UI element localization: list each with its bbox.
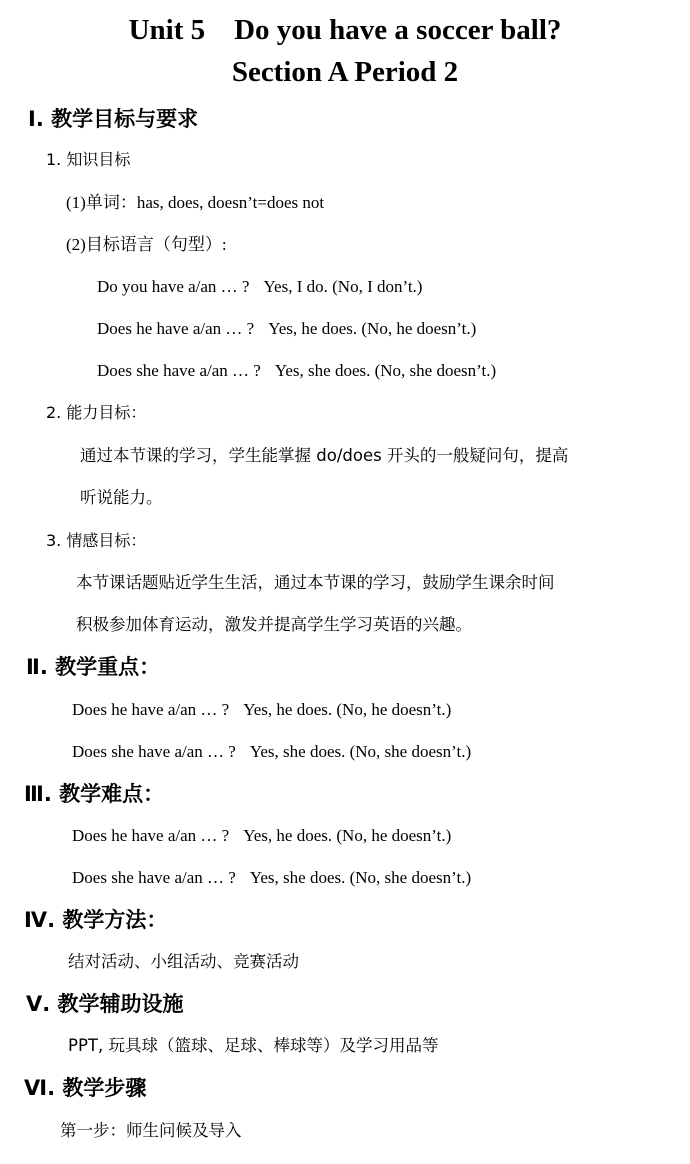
vocab-line: (1)单词：has, does, doesn’t=does not — [66, 193, 325, 212]
ability-goal-label: 2. 能力目标： — [46, 403, 147, 422]
section6-heading: Ⅵ. 教学步骤 — [24, 1076, 147, 1100]
section2-heading: Ⅱ. 教学重点： — [26, 655, 161, 679]
target-language-label: (2)目标语言（句型）: — [66, 235, 227, 254]
pattern-answer: Yes, she does. (No, she doesn’t.) — [274, 361, 497, 380]
pattern-line — [97, 274, 422, 300]
doc-title-line1: Unit 5 Do you have a soccer ball? — [128, 14, 562, 46]
teaching-aids-text: PPT, 玩具球（篮球、足球、棒球等）及学习用品等 — [68, 1036, 439, 1055]
difficulty-answer: Yes, she does. (No, she doesn’t.) — [249, 868, 472, 887]
section3-heading: Ⅲ. 教学难点： — [24, 782, 165, 806]
key-point-line — [72, 697, 451, 723]
pattern-question: Does she have a/an … ? — [97, 361, 261, 380]
key-point-answer: Yes, she does. (No, she doesn’t.) — [249, 742, 472, 761]
emotion-text-line1: 本节课话题贴近学生生活，通过本节课的学习，鼓励学生课余时间 — [76, 573, 555, 592]
pattern-answer: Yes, I do. (No, I don’t.) — [263, 277, 423, 296]
difficulty-answer: Yes, he does. (No, he doesn’t.) — [243, 826, 452, 845]
doc-title-line2: Section A Period 2 — [231, 56, 459, 88]
knowledge-goal-label: 1. 知识目标 — [46, 150, 131, 169]
key-point-line — [72, 739, 471, 765]
pattern-question: Does he have a/an … ? — [97, 319, 255, 338]
pattern-question: Do you have a/an … ? — [97, 277, 250, 296]
difficulty-question: Does she have a/an … ? — [72, 868, 236, 887]
ability-text-line1: 通过本节课的学习，学生能掌握 do/does 开头的一般疑问句，提高 — [80, 446, 569, 465]
emotion-text-line2: 积极参加体育运动，激发并提高学生学习英语的兴趣。 — [76, 615, 472, 634]
key-point-answer: Yes, he does. (No, he doesn’t.) — [243, 700, 452, 719]
pattern-line — [97, 358, 496, 384]
difficulty-question: Does he have a/an … ? — [72, 826, 230, 845]
difficulty-line — [72, 865, 471, 891]
section4-heading: Ⅳ. 教学方法： — [24, 908, 168, 932]
emotion-goal-label: 3. 情感目标： — [46, 531, 147, 550]
ability-text-line2: 听说能力。 — [80, 488, 163, 507]
teaching-methods-text: 结对活动、小组活动、竞赛活动 — [68, 952, 299, 971]
difficulty-line — [72, 823, 451, 849]
key-point-question: Does he have a/an … ? — [72, 700, 230, 719]
pattern-answer: Yes, he does. (No, he doesn’t.) — [268, 319, 477, 338]
section5-heading: Ⅴ. 教学辅助设施 — [26, 992, 184, 1016]
teaching-step-text: 第一步：师生问候及导入 — [60, 1121, 242, 1140]
key-point-question: Does she have a/an … ? — [72, 742, 236, 761]
section1-heading: Ⅰ. 教学目标与要求 — [28, 107, 199, 131]
pattern-line — [97, 316, 476, 342]
